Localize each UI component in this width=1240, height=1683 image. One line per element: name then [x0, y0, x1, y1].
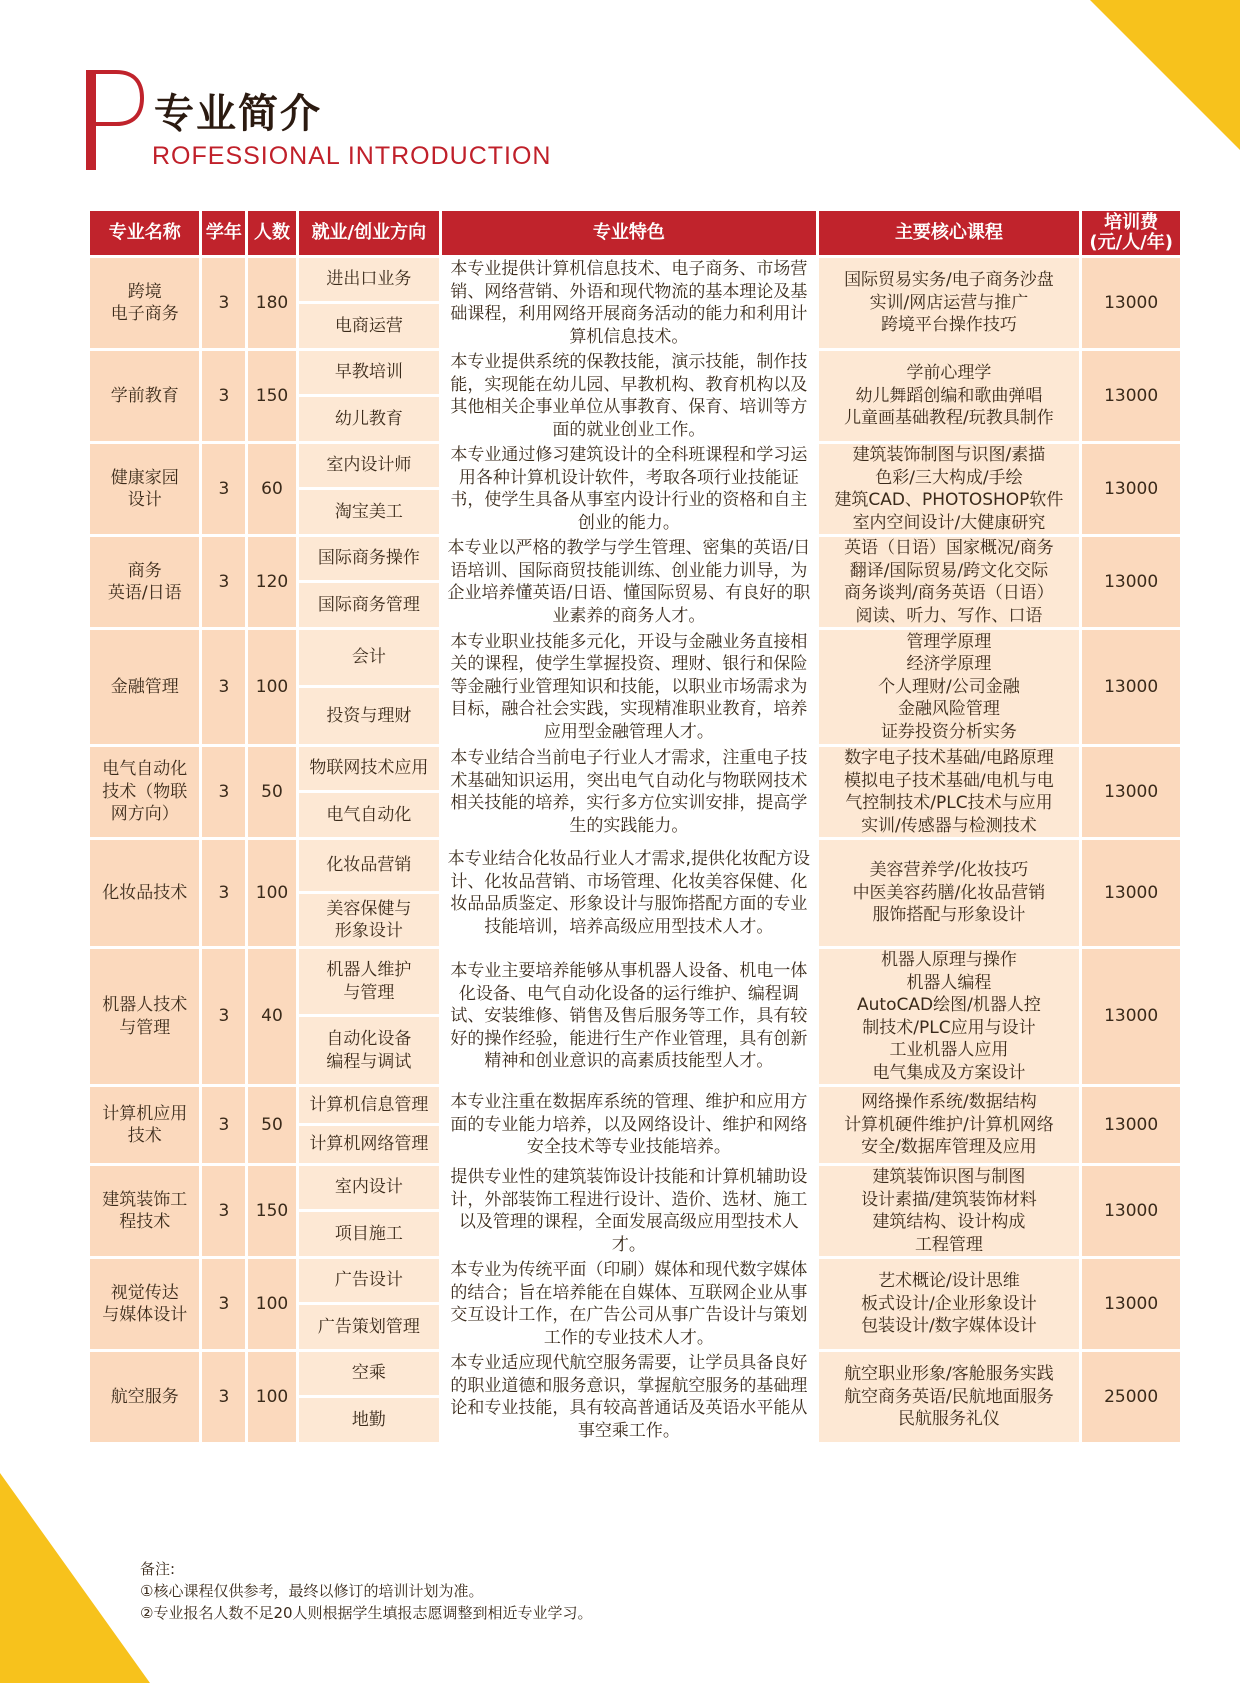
major-feature: 提供专业性的建筑装饰设计技能和计算机辅助设计，外部装饰工程进行设计、造价、选材、施工以及管理的课程，全面发展高级应用型技术人才。	[442, 1166, 815, 1256]
core-courses: 学前心理学 幼儿舞蹈创编和歌曲弹唱 儿童画基础教程/玩教具制作	[819, 351, 1080, 441]
table-row	[90, 444, 1180, 487]
header-direction: 就业/创业方向	[299, 211, 440, 255]
core-courses: 国际贸易实务/电子商务沙盘 实训/网店运营与推广 跨境平台操作技巧	[819, 258, 1080, 348]
major-years: 3	[202, 1087, 245, 1163]
header-feature: 专业特色	[442, 211, 815, 255]
header-name: 专业名称	[90, 211, 199, 255]
major-count: 50	[248, 747, 295, 837]
major-years: 3	[202, 537, 245, 627]
career-direction-2: 电气自动化	[299, 793, 440, 837]
table-row	[90, 1087, 1180, 1123]
career-direction-2: 电商运营	[299, 304, 440, 348]
core-courses: 艺术概论/设计思维 板式设计/企业形象设计 包装设计/数字媒体设计	[819, 1259, 1080, 1349]
core-courses: 数字电子技术基础/电路原理 模拟电子技术基础/电机与电 气控制技术/PLC技术与应用 实训/传感器与检测技术	[819, 747, 1080, 837]
corner-decoration-bottom-left	[0, 1473, 150, 1683]
tuition-fee: 13000	[1082, 1259, 1180, 1349]
header-fee-line1: 培训费	[1104, 212, 1159, 233]
career-direction-1: 空乘	[299, 1352, 440, 1395]
header-count: 人数	[248, 211, 295, 255]
table-row	[90, 1259, 1180, 1302]
core-courses: 建筑装饰制图与识图/素描 色彩/三大构成/手绘 建筑CAD、PHOTOSHOP软件 室内空间设计/大健康研究	[819, 444, 1080, 534]
major-name: 跨境 电子商务	[90, 258, 199, 348]
notes-title: 备注:	[140, 1560, 176, 1578]
major-feature: 本专业注重在数据库系统的管理、维护和应用方面的专业能力培养，以及网络设计、维护和网络安全技术等专业技能培养。	[442, 1087, 815, 1163]
major-years: 3	[202, 1166, 245, 1256]
career-direction-1: 计算机信息管理	[299, 1087, 440, 1123]
tuition-fee: 13000	[1082, 1087, 1180, 1163]
major-years: 3	[202, 949, 245, 1084]
tuition-fee: 13000	[1082, 444, 1180, 534]
page-subtitle: ROFESSIONAL INTRODUCTION	[152, 142, 552, 170]
major-count: 50	[248, 1087, 295, 1163]
core-courses: 建筑装饰识图与制图 设计素描/建筑装饰材料 建筑结构、设计构成 工程管理	[819, 1166, 1080, 1256]
major-name: 电气自动化 技术（物联 网方向）	[90, 747, 199, 837]
corner-decoration-top-right	[1090, 0, 1240, 150]
major-count: 40	[248, 949, 295, 1084]
career-direction-1: 进出口业务	[299, 258, 440, 301]
table-row	[90, 1166, 1180, 1209]
major-feature: 本专业通过修习建筑设计的全科班课程和学习运用各种计算机设计软件，考取各项行业技能证书，使学生具备从事室内设计行业的资格和自主创业的能力。	[442, 444, 815, 534]
major-count: 150	[248, 351, 295, 441]
career-direction-2: 项目施工	[299, 1212, 440, 1256]
major-name: 学前教育	[90, 351, 199, 441]
major-name: 金融管理	[90, 630, 199, 744]
core-courses: 英语（日语）国家概况/商务 翻译/国际贸易/跨文化交际 商务谈判/商务英语（日语） 阅读、听力、写作、口语	[819, 537, 1080, 627]
major-feature: 本专业主要培养能够从事机器人设备、机电一体化设备、电气自动化设备的运行维护、编程调试、安装维修、销售及售后服务等工作，具有较好的操作经验，能进行生产作业管理，具有创新精神和创业意识的高素质技能型人才。	[442, 949, 815, 1084]
career-direction-2: 美容保健与 形象设计	[299, 894, 440, 946]
tuition-fee: 13000	[1082, 1166, 1180, 1256]
major-count: 150	[248, 1166, 295, 1256]
career-direction-2: 淘宝美工	[299, 490, 440, 534]
major-feature: 本专业适应现代航空服务需要，让学员具备良好的职业道德和服务意识，掌握航空服务的基础理论和专业技能，具有较高普通话及英语水平能从事空乘工作。	[442, 1352, 815, 1442]
major-name: 建筑装饰工 程技术	[90, 1166, 199, 1256]
table-row	[90, 747, 1180, 790]
tuition-fee: 13000	[1082, 258, 1180, 348]
major-name: 计算机应用 技术	[90, 1087, 199, 1163]
major-years: 3	[202, 747, 245, 837]
major-years: 3	[202, 630, 245, 744]
notes	[140, 1558, 593, 1624]
notes-line-2: ②专业报名人数不足20人则根据学生填报志愿调整到相近专业学习。	[140, 1604, 593, 1622]
career-direction-1: 室内设计	[299, 1166, 440, 1209]
header-fee	[1082, 211, 1180, 255]
major-count: 60	[248, 444, 295, 534]
tuition-fee: 25000	[1082, 1352, 1180, 1442]
major-count: 120	[248, 537, 295, 627]
tuition-fee: 13000	[1082, 949, 1180, 1084]
table-row	[90, 1352, 1180, 1395]
core-courses: 管理学原理 经济学原理 个人理财/公司金融 金融风险管理 证券投资分析实务	[819, 630, 1080, 744]
major-name: 机器人技术 与管理	[90, 949, 199, 1084]
core-courses: 航空职业形象/客舱服务实践 航空商务英语/民航地面服务 民航服务礼仪	[819, 1352, 1080, 1442]
tuition-fee: 13000	[1082, 840, 1180, 946]
tuition-fee: 13000	[1082, 747, 1180, 837]
career-direction-2: 广告策划管理	[299, 1305, 440, 1349]
table-row	[90, 537, 1180, 580]
career-direction-2: 计算机网络管理	[299, 1126, 440, 1163]
table-row	[90, 630, 1180, 685]
core-courses: 网络操作系统/数据结构 计算机硬件维护/计算机网络 安全/数据库管理及应用	[819, 1087, 1080, 1163]
major-name: 视觉传达 与媒体设计	[90, 1259, 199, 1349]
major-feature: 本专业结合化妆品行业人才需求,提供化妆配方设计、化妆品营销、市场管理、化妆美容保健、化妆品品质鉴定、形象设计与服饰搭配方面的专业技能培训，培养高级应用型技术人才。	[442, 840, 815, 946]
table-row	[90, 949, 1180, 1014]
major-years: 3	[202, 1259, 245, 1349]
major-years: 3	[202, 840, 245, 946]
career-direction-1: 广告设计	[299, 1259, 440, 1302]
career-direction-1: 国际商务操作	[299, 537, 440, 580]
major-feature: 本专业提供系统的保教技能，演示技能，制作技能，实现能在幼儿园、早教机构、教育机构以及其他相关企事业单位从事教育、保育、培训等方面的就业创业工作。	[442, 351, 815, 441]
career-direction-2: 幼儿教育	[299, 397, 440, 441]
major-feature: 本专业以严格的教学与学生管理、密集的英语/日语培训、国际商贸技能训练、创业能力训导，为企业培养懂英语/日语、懂国际贸易、有良好的职业素养的商务人才。	[442, 537, 815, 627]
major-years: 3	[202, 351, 245, 441]
tuition-fee: 13000	[1082, 351, 1180, 441]
table-header-row	[90, 211, 1180, 255]
career-direction-2: 地勤	[299, 1398, 440, 1442]
major-years: 3	[202, 258, 245, 348]
major-count: 100	[248, 840, 295, 946]
major-name: 健康家园 设计	[90, 444, 199, 534]
major-count: 100	[248, 1259, 295, 1349]
majors-table	[87, 208, 1183, 1445]
table-row	[90, 351, 1180, 394]
career-direction-1: 早教培训	[299, 351, 440, 394]
header-years: 学年	[202, 211, 245, 255]
table-row	[90, 840, 1180, 891]
career-direction-2: 国际商务管理	[299, 583, 440, 627]
career-direction-1: 物联网技术应用	[299, 747, 440, 790]
major-years: 3	[202, 1352, 245, 1442]
major-count: 100	[248, 1352, 295, 1442]
major-feature: 本专业提供计算机信息技术、电子商务、市场营销、网络营销、外语和现代物流的基本理论及基础课程，利用网络开展商务活动的能力和利用计算机信息技术。	[442, 258, 815, 348]
career-direction-2: 自动化设备 编程与调试	[299, 1017, 440, 1084]
header-courses: 主要核心课程	[819, 211, 1080, 255]
career-direction-2: 投资与理财	[299, 688, 440, 744]
career-direction-1: 机器人维护 与管理	[299, 949, 440, 1014]
career-direction-1: 化妆品营销	[299, 840, 440, 891]
major-name: 化妆品技术	[90, 840, 199, 946]
major-years: 3	[202, 444, 245, 534]
header-fee-line2: (元/人/年)	[1089, 232, 1173, 253]
table-row	[90, 258, 1180, 301]
tuition-fee: 13000	[1082, 537, 1180, 627]
tuition-fee: 13000	[1082, 630, 1180, 744]
major-name: 航空服务	[90, 1352, 199, 1442]
career-direction-1: 会计	[299, 630, 440, 685]
p-letter-logo-icon	[86, 70, 144, 170]
core-courses: 机器人原理与操作 机器人编程 AutoCAD绘图/机器人控 制技术/PLC应用与设计 工业机器人应用 电气集成及方案设计	[819, 949, 1080, 1084]
notes-line-1: ①核心课程仅供参考，最终以修订的培训计划为准。	[140, 1582, 484, 1600]
major-feature: 本专业职业技能多元化，开设与金融业务直接相关的课程，使学生掌握投资、理财、银行和保险等金融行业管理知识和技能，以职业市场需求为目标，融合社会实践，实现精准职业教育，培养应用型金融管理人才。	[442, 630, 815, 744]
major-count: 100	[248, 630, 295, 744]
major-feature: 本专业为传统平面（印刷）媒体和现代数字媒体的结合；旨在培养能在自媒体、互联网企业从事交互设计工作，在广告公司从事广告设计与策划工作的专业技术人才。	[442, 1259, 815, 1349]
page-title: 专业简介	[154, 91, 322, 137]
major-feature: 本专业结合当前电子行业人才需求，注重电子技术基础知识运用，突出电气自动化与物联网技术相关技能的培养，实行多方位实训安排，提高学生的实践能力。	[442, 747, 815, 837]
major-name: 商务 英语/日语	[90, 537, 199, 627]
major-count: 180	[248, 258, 295, 348]
career-direction-1: 室内设计师	[299, 444, 440, 487]
core-courses: 美容营养学/化妆技巧 中医美容药膳/化妆品营销 服饰搭配与形象设计	[819, 840, 1080, 946]
